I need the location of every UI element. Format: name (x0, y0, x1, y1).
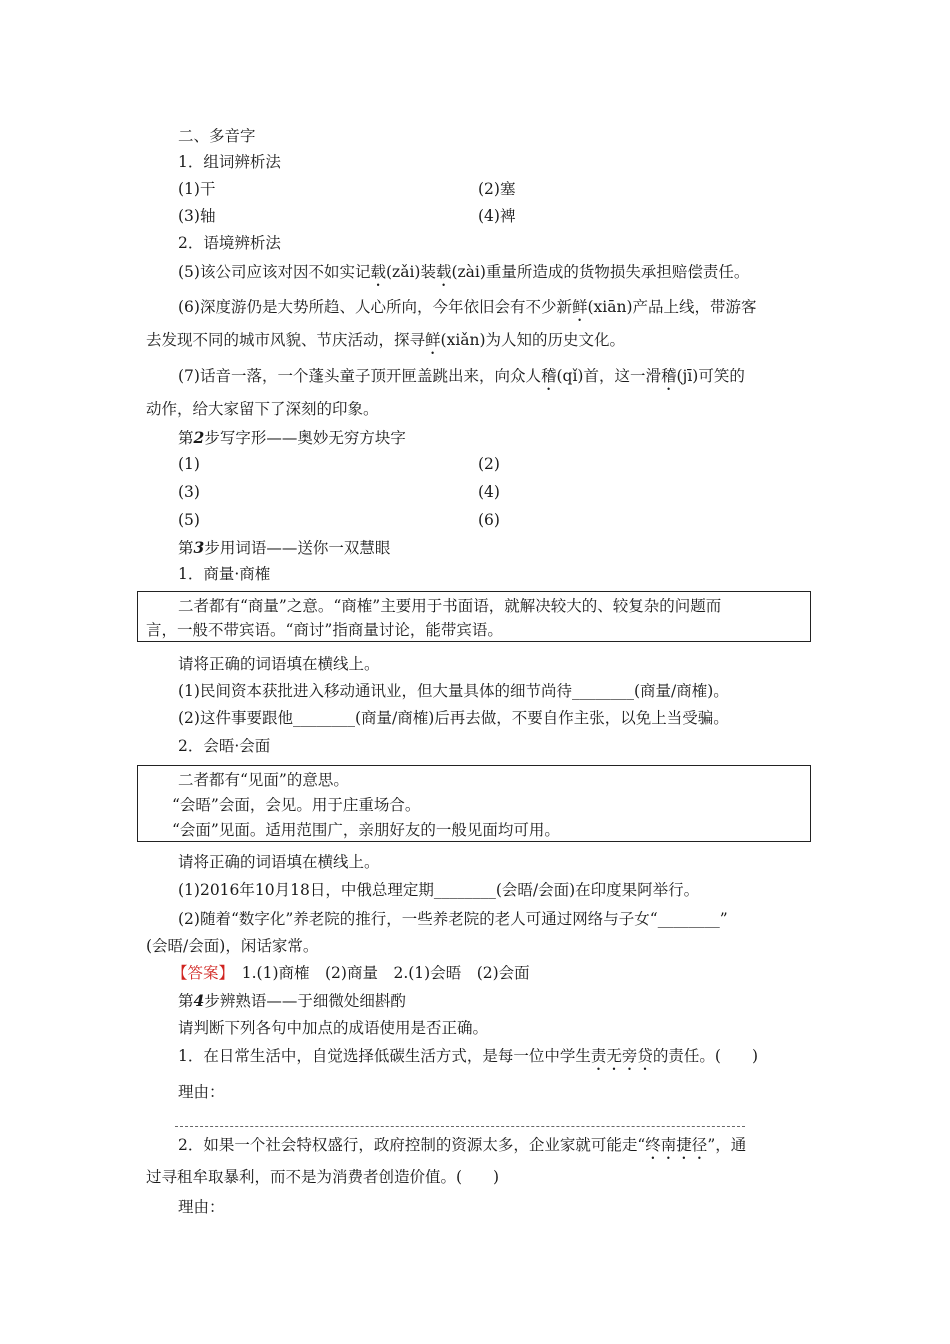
section-heading-polyphones: 二、多音字 (178, 127, 256, 145)
g1-question-2: (2)这件事要跟他________(商量/商榷)后再去做，不要自作主张，以免上当受骗。 (178, 709, 729, 727)
word-group-1-explanation-box (137, 591, 811, 642)
g2-question-2-line1: (2)随着“数字化”养老院的推行，一些养老院的老人可通过网络与子女“________” (178, 910, 728, 928)
box2-line2: “会晤”会面，会见。用于庄重场合。 (172, 796, 421, 814)
item-4: (4)裨 (478, 207, 516, 225)
item-1: (1)干 (178, 180, 216, 198)
word-group-2-title: 2．会晤·会面 (178, 737, 271, 755)
dashed-divider (175, 1126, 745, 1127)
answer-line (172, 963, 530, 983)
sentence-7-line1: (7)话音一落，一个蓬头童子顶开匣盖跳出来，向众人稽(qǐ)首，这一滑稽(jī)可笑的 (178, 367, 745, 385)
sentence-6-line1: (6)深度游仍是大势所趋、人心所向，今年依旧会有不少新鲜(xiān)产品上线，带游客 (178, 298, 757, 316)
method2-title: 2．语境辨析法 (178, 234, 281, 252)
box2-line3: “会面”见面。适用范围广，亲朋好友的一般见面均可用。 (172, 821, 560, 839)
idiom-question-2-line2: 过寻租牟取暴利，而不是为消费者创造价值。( ) (146, 1168, 500, 1186)
answer-label: 【答案】 (172, 964, 227, 982)
sentence-7-line2: 动作，给大家留下了深刻的印象。 (146, 400, 379, 418)
idiom-question-1-reason: 理由： (178, 1083, 225, 1101)
sentence-6-line2: 去发现不同的城市风貌、节庆活动，探寻鲜(xiǎn)为人知的历史文化。 (146, 331, 626, 349)
box1-line1: 二者都有“商量”之意。“商榷”主要用于书面语，就解决较大的、较复杂的问题而 (178, 597, 722, 615)
step4-prompt: 请判断下列各句中加点的成语使用是否正确。 (178, 1019, 489, 1037)
word-group-2-explanation-box (137, 765, 811, 842)
g2-prompt: 请将正确的词语填在横线上。 (178, 853, 380, 871)
step2-item-4: (4) (478, 483, 500, 501)
step2-item-5: (5) (178, 511, 200, 529)
g2-question-2-line2: (会晤/会面)，闲话家常。 (146, 937, 319, 955)
idiom-question-2-line1: 2．如果一个社会特权盛行，政府控制的资源太多，企业家就可能走“终南捷径”，通 (178, 1136, 747, 1154)
step2-item-3: (3) (178, 483, 200, 501)
step2-item-2: (2) (478, 455, 500, 473)
step2-title: 第2步写字形——奥妙无穷方块字 (178, 428, 406, 447)
idiom-question-1: 1．在日常生活中，自觉选择低碳生活方式，是每一位中学生责无旁贷的责任。( ) (178, 1047, 758, 1065)
step4-title: 第4步辨熟语——于细微处细斟酌 (178, 991, 406, 1010)
box2-line1: 二者都有“见面”的意思。 (178, 771, 349, 789)
step2-item-6: (6) (478, 511, 500, 529)
item-3: (3)轴 (178, 207, 216, 225)
word-group-1-title: 1．商量·商榷 (178, 565, 271, 583)
idiom-question-2-reason: 理由： (178, 1198, 225, 1216)
step2-item-1: (1) (178, 455, 200, 473)
g1-question-1: (1)民间资本获批进入移动通讯业，但大量具体的细节尚待________(商量/商榷)。 (178, 682, 729, 700)
item-2: (2)塞 (478, 180, 516, 198)
answer-text: 1.(1)商榷 (2)商量 2.(1)会晤 (2)会面 (226, 964, 530, 982)
sentence-5: (5)该公司应该对因不如实记载(zǎi)装载(zài)重量所造成的货物损失承担赔偿责任。 (178, 263, 750, 281)
box1-line2: 言，一般不带宾语。“商讨”指商量讨论，能带宾语。 (146, 621, 503, 639)
step3-title: 第3步用词语——送你一双慧眼 (178, 538, 391, 557)
g1-prompt: 请将正确的词语填在横线上。 (178, 655, 380, 673)
method1-title: 1．组词辨析法 (178, 153, 281, 171)
g2-question-1: (1)2016年10月18日，中俄总理定期________(会晤/会面)在印度果阿举行。 (178, 881, 700, 899)
